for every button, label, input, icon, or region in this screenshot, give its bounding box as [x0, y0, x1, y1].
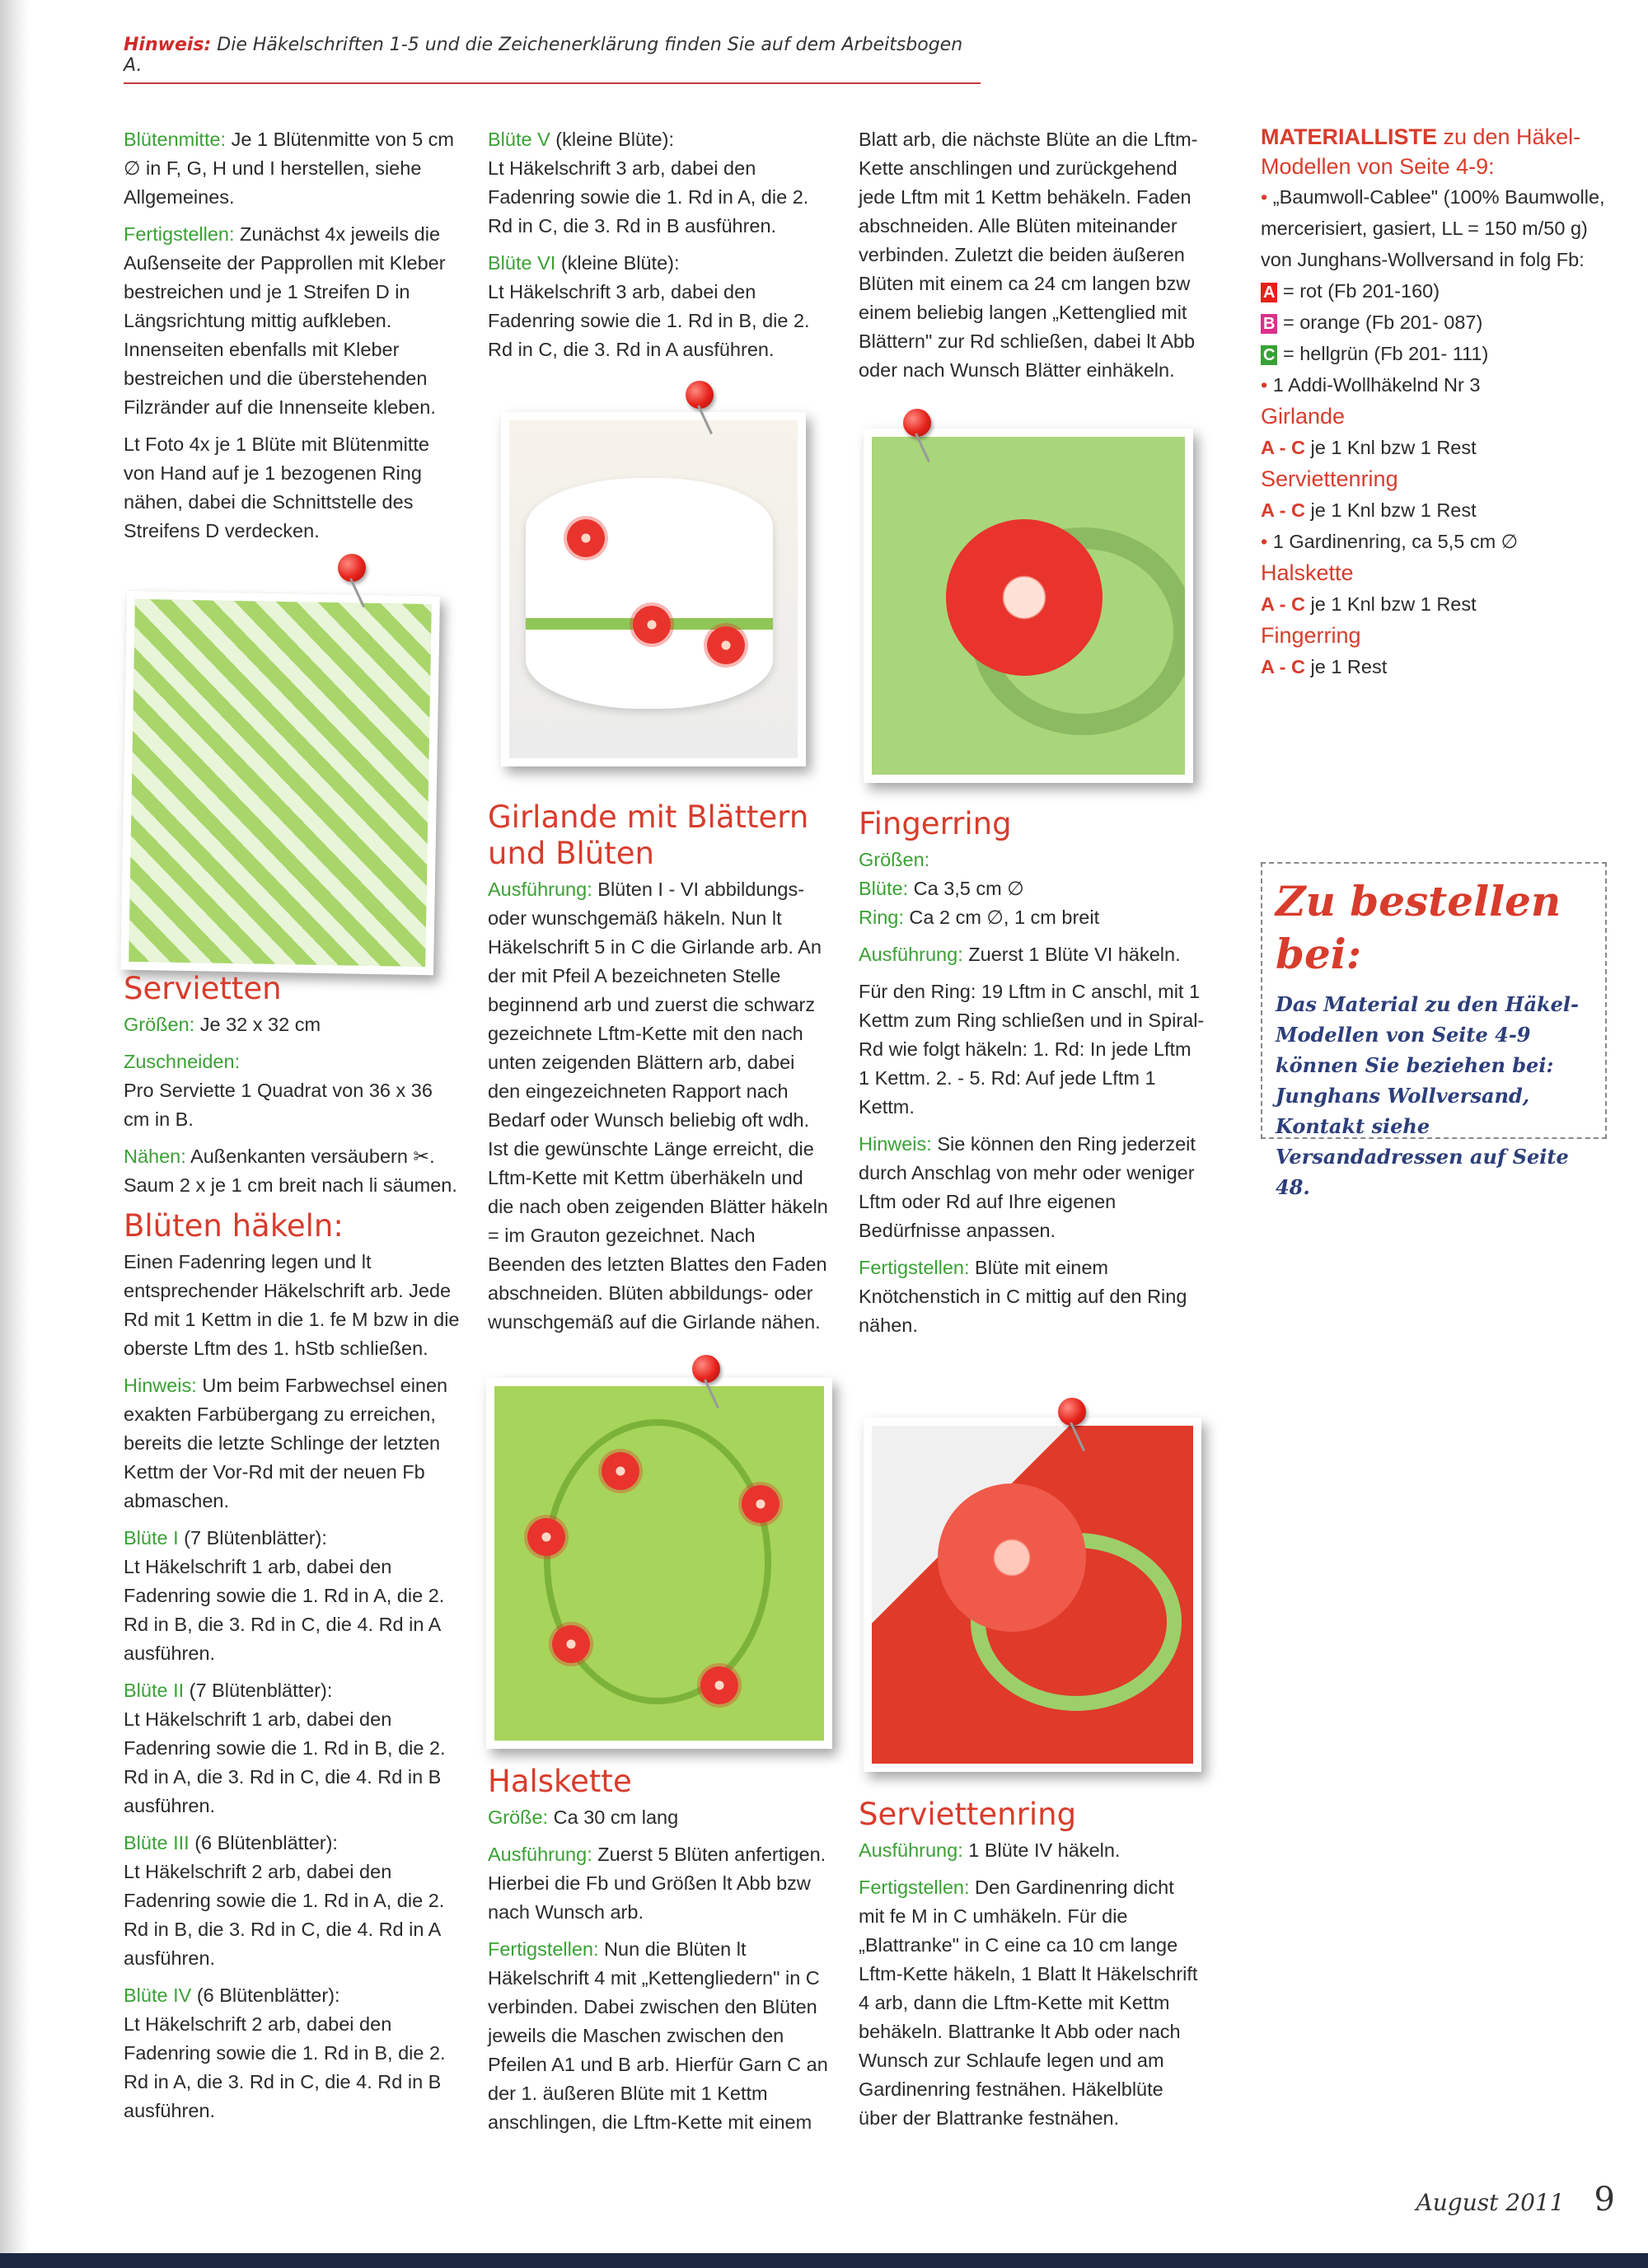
bottom-bar [0, 2253, 1648, 2268]
photo-box-garland [501, 412, 806, 766]
pin-icon [692, 1355, 720, 1383]
pin-icon [686, 381, 714, 409]
flower-icon [552, 1625, 590, 1663]
top-hint: Hinweis: Die Häkelschriften 1-5 und die Zeichenerklärung finden Sie auf dem Arbeitsbogen A. [124, 35, 981, 84]
column-3-top: Blatt arb, die nächste Blüte an die Lftm-Kette anschlingen und zurückgehend jede Lftm mit 1 Kettm behäkeln. Faden abschneiden. Alle Blüten miteinander verbinden. Zuletzt die beiden äußeren Blüten mit einem ca 24 cm langen bzw einem beliebig langen „Kettenglied mit Blättern" zur Rd schließen, dabei lt Abb oder nach Wunsch Blätter einhäkeln. [859, 129, 1198, 381]
flower-icon [742, 1485, 780, 1523]
photo-necklace [486, 1378, 832, 1749]
column-1-bottom: Servietten Größen: Je 32 x 32 cm Zuschneiden: Pro Serviette 1 Quadrat von 36 x 36 cm in B. Nähen: Außenkanten versäubern ✂. Saum 2 x je 1 cm breit nach li säumen. Blüten häkeln: Einen Fadenring legen und lt entsprechender Häkelschrift arb. Jede Rd mit 1 Kettm in die 1. fe M bzw in die oberste Lftm des 1. hStb schließen. Hinweis: Um beim Farbwechsel einen exakten Farbübergang zu erreichen, bereits die letzte Schlinge der letzten Kettm der Vor-Rd mit der neuen Fb abmaschen. Blüte I (7 Blütenblätter): Lt Häkelschrift 1 arb, dabei den Fadenring sowie die 1. Rd in A, die 2. Rd in B, die 3. Rd in C, die 4. Rd in A ausführen. Blüte II (7 Blütenblätter): Lt Häkelschrift 1 arb, dabei den Fadenring sowie die 1. Rd in B, die 2. Rd in A, die 3. Rd in C, die 4. Rd in B ausführen. Blüte III (6 Blütenblätter): Lt Häkelschrift 2 arb, dabei den Fadenring sowie die 1. Rd in A, die 2. Rd in B, die 3. Rd in C, die 4. Rd in A ausführen. Blüte IV (6 Blütenblätter): Lt Häkelschrift 2 arb, dabei den Fadenring sowie die 1. Rd in B, die 2. Rd in A, die 3. Rd in C, die 4. Rd in B ausführen. [124, 971, 460, 2121]
column-3-bottom: Serviettenring Ausführung: 1 Blüte IV häkeln. Fertigstellen: Den Gardinenring dicht mit fe M in C umhäkeln. Für die „Blattranke" in C eine ca 10 cm lange Lftm-Kette häkeln, 1 Blatt lt Häkelschrift 4 arb, dann die Lftm-Kette mit Kettm behäkeln. Blattranke lt Abb oder nach Wunsch zur Schlaufe legen und am Gardinenring festnähen. Häkelblüte über der Blattranke festnähen. [859, 1797, 1198, 2129]
photo-napkin [120, 591, 440, 976]
flower-icon [633, 606, 671, 644]
flower-icon [567, 519, 605, 557]
column-2-middle: Girlande mit Blättern und Blüten Ausführung: Blüten I - VI abbildungs- oder wunschgemäß häkeln. Nun lt Häkelschrift 5 in C die Girlande arb. An der mit Pfeil A bezeichneten Stelle beginnend arb und zuerst die schwarz gezeichnete Lftm-Kette mit den nach unten zeigenden Blättern arb, dabei den eingezeichneten Rapport nach Bedarf oder Wunsch beliebig oft wdh. Ist die gewünschte Länge erreicht, die Lftm-Kette mit Kettm überhäkeln und die nach oben zeigenden Blätter häkeln = im Grauton gezeichnet. Nach Beenden des letzten Blattes den Faden abschneiden. Blüten abbildungs- oder wunschgemäß auf die Girlande nähen. [488, 799, 828, 1333]
flower-icon [602, 1452, 639, 1490]
flower-large [946, 519, 1103, 676]
column-3-middle: Fingerring Größen: Blüte: Ca 3,5 cm ∅ Ring: Ca 2 cm ∅, 1 cm breit Ausführung: Zuerst 1 Blüte VI häkeln. Für den Ring: 19 Lftm in C anschl, mit 1 Kettm zum Ring schließen und in Spiral-Rd wie folgt häkeln: 1. Rd: In jede Lftm 1 Kettm. 2. - 5. Rd: Auf jede Lftm 1 Kettm. Hinweis: Sie können den Ring jederzeit durch Anschlag von mehr oder weniger Lftm oder Rd auf Ihre eigenen Bedürfnisse anpassen. Fertigstellen: Blüte mit einem Knötchenstich in C mittig auf den Ring nähen. [859, 806, 1205, 1336]
page-footer: August 2011 9 [1416, 2181, 1615, 2219]
photo-napkin-ring [864, 1418, 1201, 1772]
column-2-bottom: Halskette Größe: Ca 30 cm lang Ausführung: Zuerst 5 Blüten anfertigen. Hierbei die Fb und Größen lt Abb bzw nach Wunsch arb. Fertigstellen: Nun die Blüten lt Häkelschrift 4 mit „Kettengliedern" in C verbinden. Dabei zwischen den Blüten jeweils die Maschen zwischen den Pfeilen A1 und B arb. Hierfür Garn C an der 1. äußeren Blüte mit 1 Kettm anschlingen, die Lftm-Kette mit einem [488, 1764, 828, 2133]
box-shape [526, 478, 773, 709]
pin-icon [1058, 1398, 1086, 1426]
pin-icon [338, 554, 366, 582]
column-2-top: Blüte V (kleine Blüte): Lt Häkelschrift 3 arb, dabei den Fadenring sowie die 1. Rd in A, die 2. Rd in C, die 3. Rd in B ausführen. Blüte VI (kleine Blüte): Lt Häkelschrift 3 arb, dabei den Fadenring sowie die 1. Rd in B, die 2. Rd in C, die 3. Rd in A ausführen. [488, 129, 810, 360]
flower-icon [707, 626, 745, 664]
pin-icon [903, 409, 931, 437]
photo-finger-ring [864, 429, 1193, 783]
material-list: MATERIALLISTE zu den Häkel-Modellen von Seite 4-9: • „Baumwoll-Cablee" (100% Baumwolle, mercerisiert, gasiert, LL = 150 m/50 g) von Junghans-Wollversand in folg Fb: A = rot (Fb 201-160) B = orange (Fb 201- 087) C = hellgrün (Fb 201- 111) • 1 Addi-Wollhäkelnd Nr 3 Girlande A - C je 1 Knl bzw 1 Rest Serviettenring A - C je 1 Knl bzw 1 Rest • 1 Gardinenring, ca 5,5 cm ∅ Halskette A - C je 1 Knl bzw 1 Rest Fingerring A - C je 1 Rest [1261, 124, 1605, 677]
flower-icon [527, 1518, 565, 1556]
flower-large [938, 1483, 1086, 1632]
flower-icon [700, 1666, 738, 1704]
column-1-top: Blütenmitte: Je 1 Blütenmitte von 5 cm ∅ in F, G, H und I herstellen, siehe Allgemeines. Fertigstellen: Zunächst 4x jeweils die Außenseite der Papprollen mit Kleber bestreichen und je 1 Streifen D in Längsrichtung mittig aufkleben. Innenseiten ebenfalls mit Kleber bestreichen und die überstehenden Filzränder auf die Innenseite kleben. Lt Foto 4x je 1 Blüte mit Blütenmitte von Hand auf je 1 bezogenen Ring nähen, dabei die Schnittstelle des Streifens D verdecken. [124, 129, 454, 541]
page-gutter-shadow [0, 0, 30, 2268]
order-box: Zu bestellen bei: Das Material zu den Häkel-Modellen von Seite 4-9 können Sie beziehen bei: Junghans Wollversand, Kontakt siehe Versandadressen auf Seite 48. [1261, 862, 1607, 1139]
